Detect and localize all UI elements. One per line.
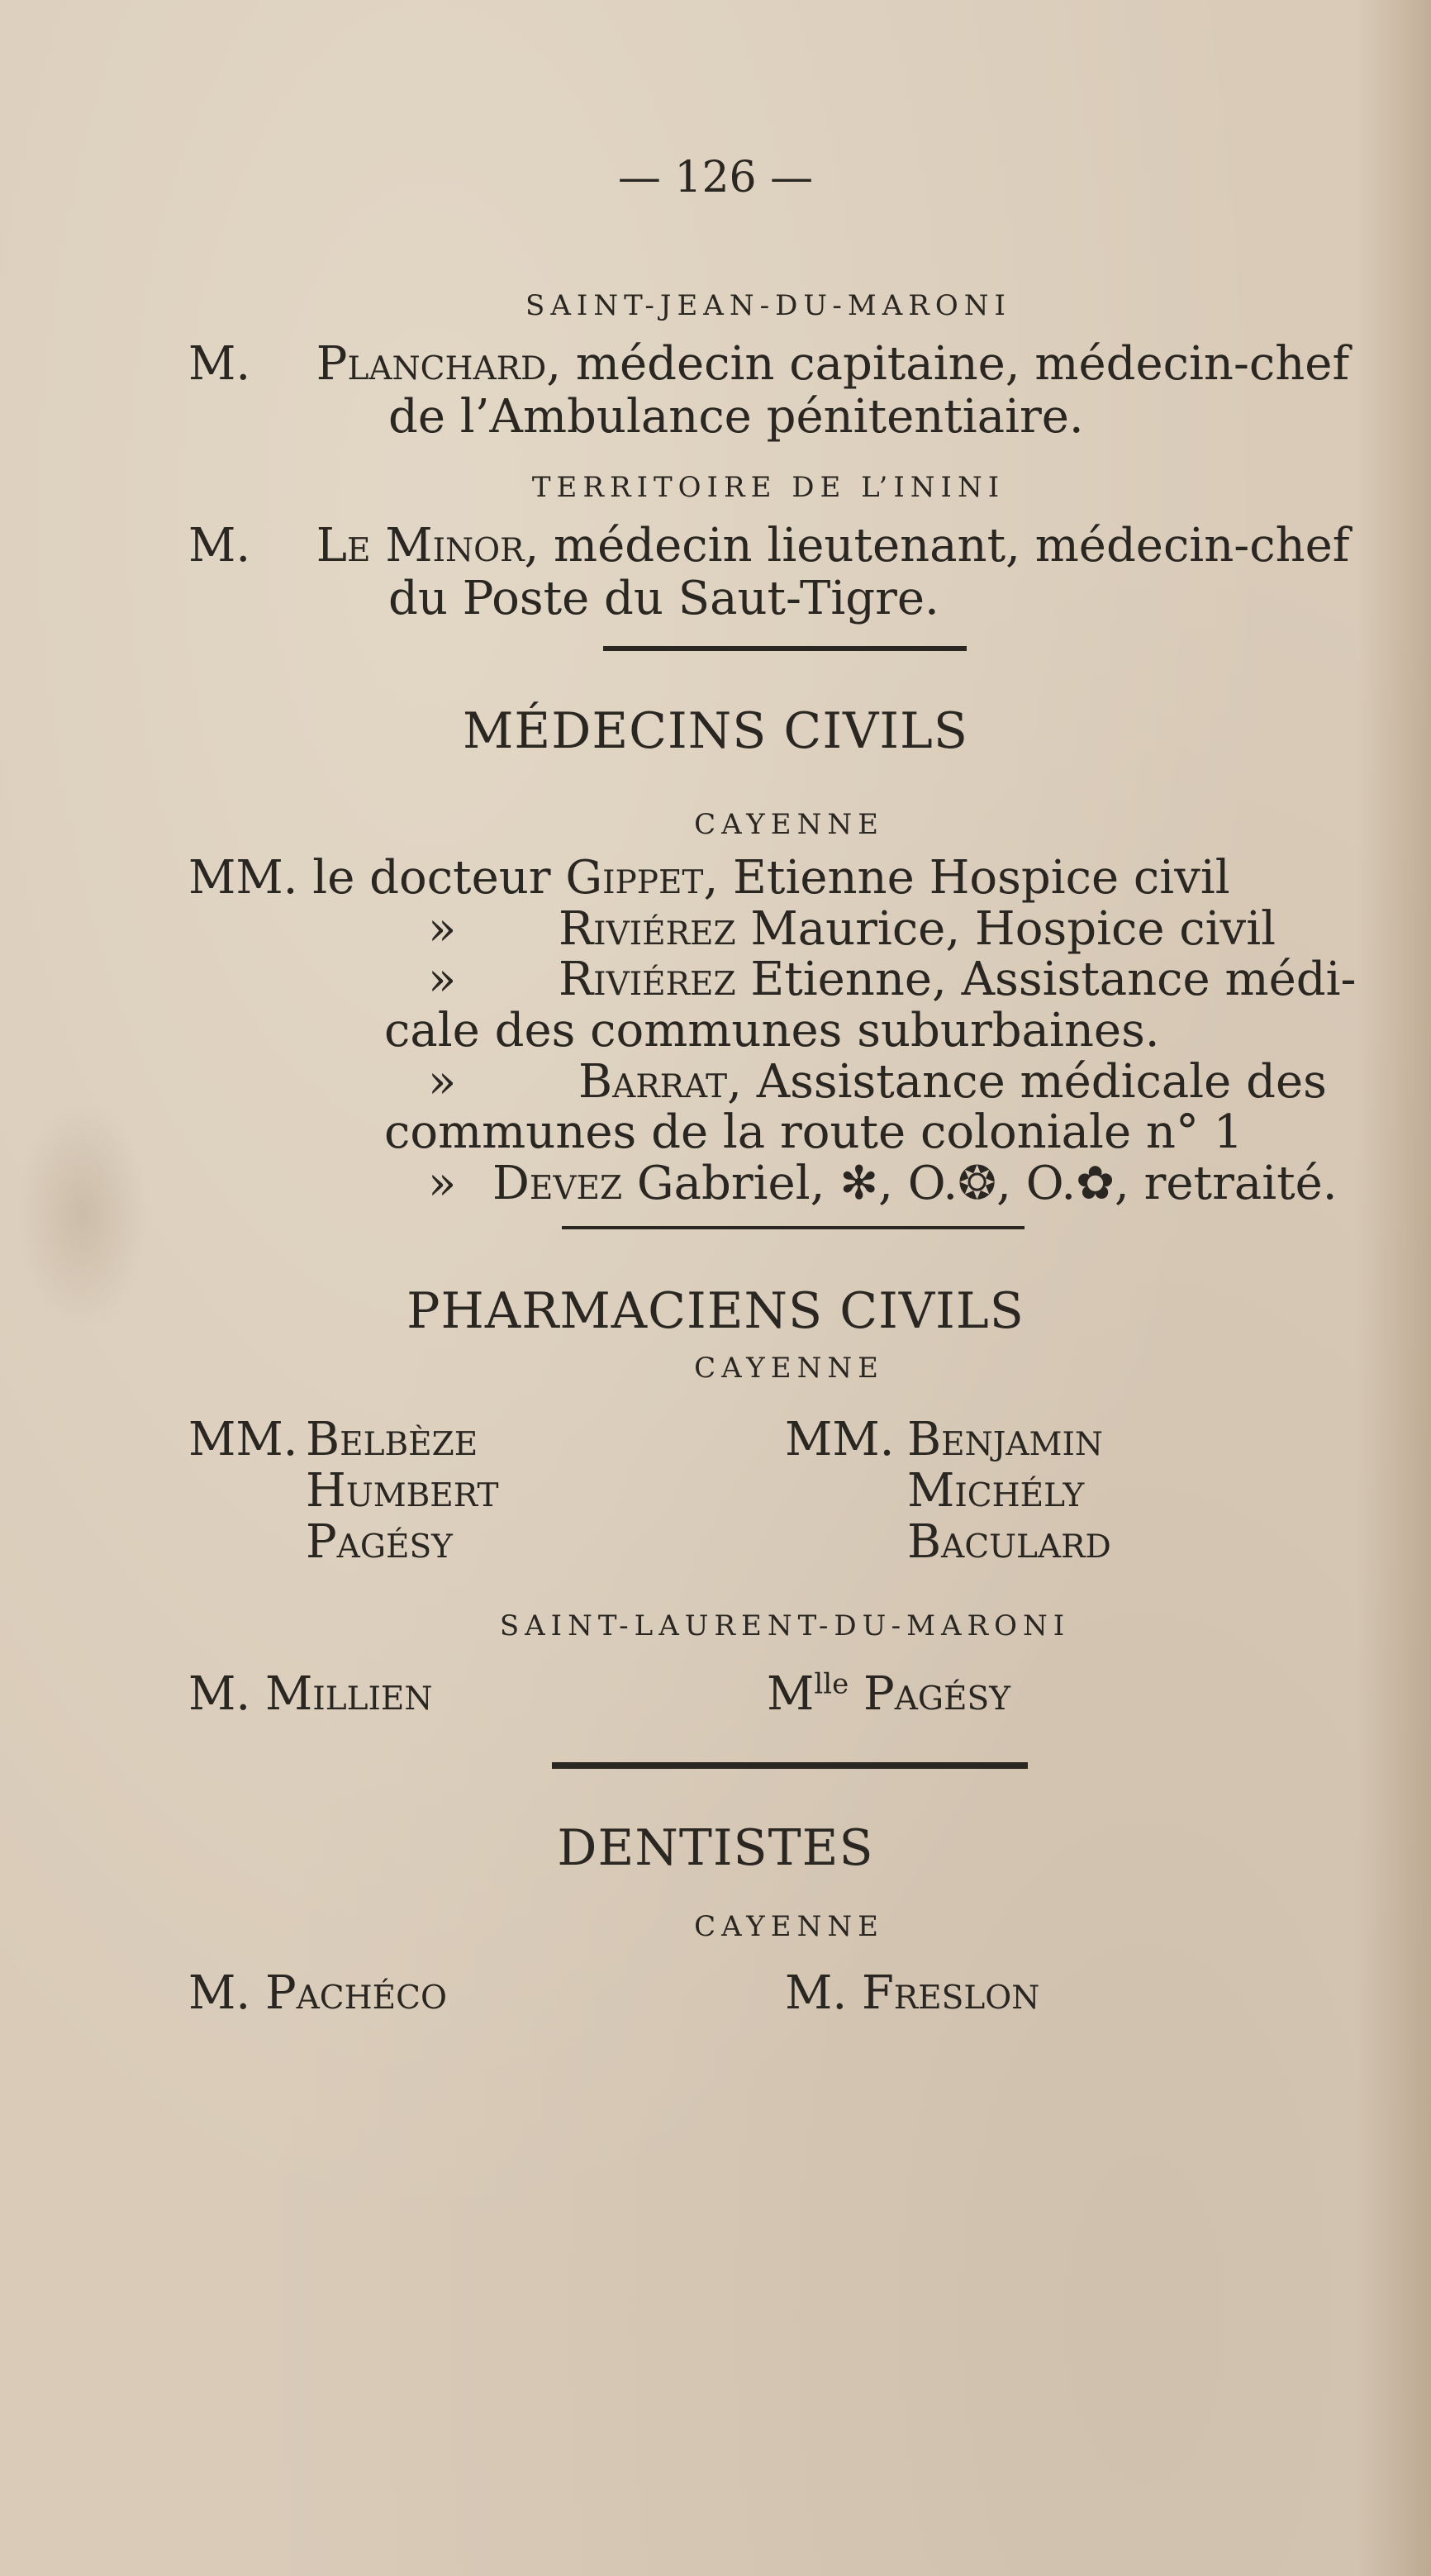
surname: Millien bbox=[264, 1667, 433, 1721]
entry-prefix: M. bbox=[188, 337, 251, 391]
decoration-symbol: ✿ bbox=[1076, 1157, 1115, 1210]
surname: Freslon bbox=[861, 1966, 1040, 2020]
pharmacien-name: Benjamin bbox=[907, 1413, 1104, 1466]
entry-pacheco bbox=[188, 1966, 447, 2020]
place-saint-jean-du-maroni: SAINT-JEAN-DU-MARONI bbox=[525, 289, 1011, 322]
entry-freslon bbox=[785, 1966, 1039, 2020]
place-saint-laurent-du-maroni: SAINT-LAURENT-DU-MARONI bbox=[499, 1609, 1071, 1642]
surname: Riviérez bbox=[559, 953, 736, 1006]
entry-text: , retraité. bbox=[1115, 1157, 1338, 1210]
entry-barrat-continuation: communes de la route coloniale n° 1 bbox=[384, 1105, 1243, 1159]
entry-text: , Assistance médicale des bbox=[727, 1055, 1327, 1109]
entry-millien bbox=[188, 1667, 433, 1721]
entry-prefix: MM. le docteur bbox=[188, 851, 566, 905]
entry-text: , médecin lieutenant, médecin-chef bbox=[524, 519, 1350, 573]
pharmaciens-prefix-right: MM. bbox=[785, 1413, 895, 1466]
place-cayenne: CAYENNE bbox=[694, 1352, 884, 1385]
page-number: — 126 — bbox=[617, 153, 814, 202]
ditto-mark: » bbox=[428, 1157, 457, 1210]
entry-text: Gabriel, ✻, O. bbox=[622, 1157, 958, 1210]
place-cayenne: CAYENNE bbox=[694, 808, 884, 841]
surname: Riviérez bbox=[559, 902, 736, 956]
entry-rivierez-maurice bbox=[559, 902, 1276, 956]
pharmacien-name: Baculard bbox=[907, 1515, 1111, 1569]
pharmacien-name: Humbert bbox=[306, 1464, 499, 1518]
heading-dentistes: DENTISTES bbox=[557, 1819, 874, 1877]
entry-prefix: M. bbox=[188, 519, 251, 573]
entry-text: Maurice, Hospice civil bbox=[735, 902, 1276, 956]
pharmacien-name: Belbèze bbox=[306, 1413, 478, 1466]
entry-prefix-superscript: lle bbox=[814, 1667, 849, 1701]
surname: Devez bbox=[492, 1157, 623, 1210]
ditto-mark: » bbox=[428, 953, 457, 1006]
entry-prefix: M. bbox=[188, 1667, 251, 1721]
surname: Pagésy bbox=[863, 1667, 1010, 1721]
ditto-mark: » bbox=[428, 1055, 457, 1109]
entry-text: Etienne, Assistance médi- bbox=[735, 953, 1357, 1006]
entry-text: , médecin capitaine, médecin-chef bbox=[546, 337, 1350, 391]
entry-prefix: M. bbox=[785, 1966, 848, 2020]
section-divider bbox=[552, 1762, 1028, 1769]
place-territoire-de-l-inini: TERRITOIRE DE L’ININI bbox=[531, 471, 1006, 504]
entry-prefix: M. bbox=[188, 1966, 251, 2020]
entry-planchard bbox=[188, 337, 1349, 391]
entry-gippet bbox=[188, 851, 1230, 905]
entry-prefix: M bbox=[767, 1667, 815, 1721]
entry-rivierez-etienne-continuation: cale des communes suburbaines. bbox=[384, 1004, 1160, 1057]
entry-le-minor-continuation: du Poste du Saut-Tigre. bbox=[388, 572, 939, 625]
entry-mlle-pagesy bbox=[767, 1667, 1010, 1721]
surname: Gippet bbox=[565, 851, 704, 905]
heading-medecins-civils: MÉDECINS CIVILS bbox=[462, 702, 968, 760]
pharmacien-name: Michély bbox=[907, 1464, 1085, 1518]
entry-le-minor bbox=[188, 519, 1350, 573]
section-divider bbox=[562, 1226, 1025, 1229]
heading-pharmaciens-civils: PHARMACIENS CIVILS bbox=[406, 1282, 1025, 1340]
surname: Pachéco bbox=[264, 1966, 447, 2020]
entry-planchard-continuation: de l’Ambulance pénitentiaire. bbox=[388, 390, 1084, 444]
section-divider bbox=[603, 646, 967, 651]
entry-rivierez-etienne bbox=[559, 953, 1356, 1006]
surname: Planchard bbox=[316, 337, 547, 391]
pharmacien-name: Pagésy bbox=[306, 1515, 453, 1569]
surname: Le Minor bbox=[316, 519, 525, 573]
place-cayenne: CAYENNE bbox=[694, 1910, 884, 1943]
entry-text: , O. bbox=[996, 1157, 1077, 1210]
pharmaciens-prefix-left: MM. bbox=[188, 1413, 298, 1466]
decoration-symbol: ❂ bbox=[958, 1157, 997, 1210]
entry-text: , Etienne Hospice civil bbox=[703, 851, 1230, 905]
entry-barrat bbox=[578, 1055, 1327, 1109]
surname: Barrat bbox=[578, 1055, 728, 1109]
ditto-mark: » bbox=[428, 902, 457, 956]
entry-devez bbox=[492, 1157, 1338, 1210]
